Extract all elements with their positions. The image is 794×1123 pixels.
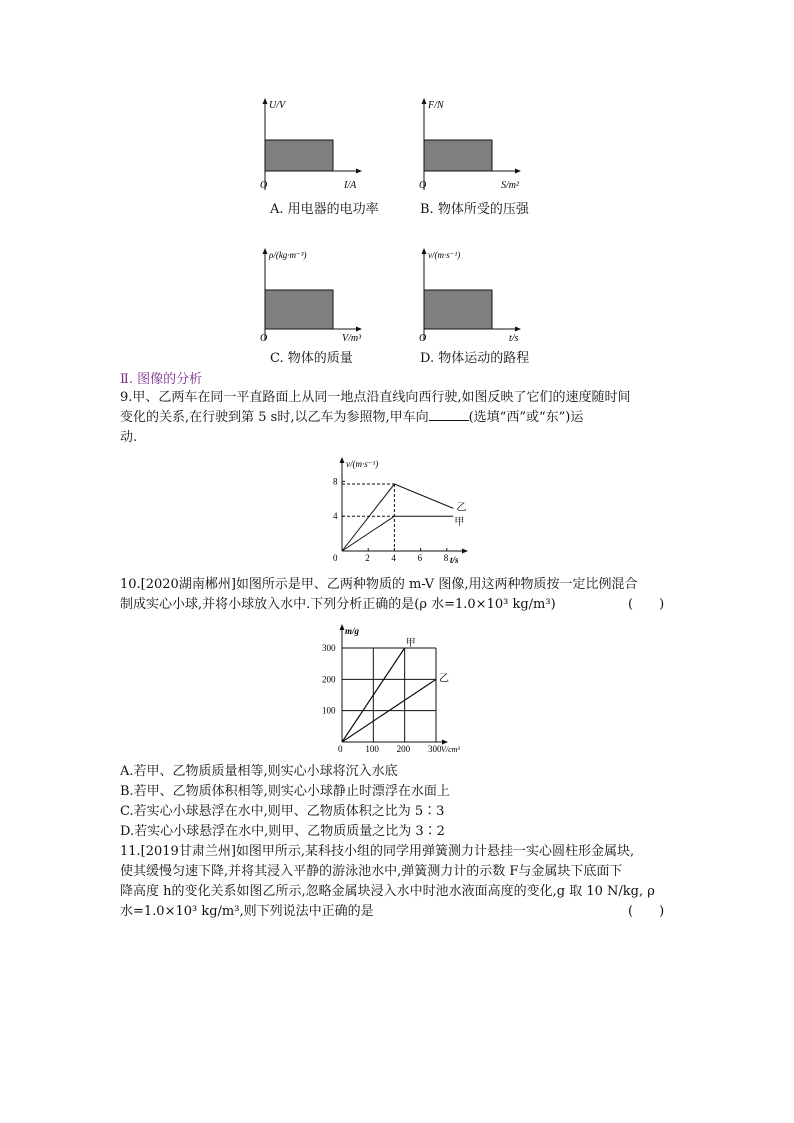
x-tick-label: 4 bbox=[391, 553, 396, 563]
option-caption-c: C. 物体的质量 bbox=[270, 351, 353, 366]
option-caption-a: A. 用电器的电功率 bbox=[270, 202, 379, 217]
shaded-area bbox=[265, 290, 333, 329]
y-axis-label: U/V bbox=[269, 100, 286, 111]
y-axis-label: F/N bbox=[428, 100, 444, 111]
y-axis-label: ρ/(kg·m⁻³) bbox=[269, 250, 307, 260]
option-caption-d: D. 物体运动的路程 bbox=[420, 351, 530, 366]
series-label-yi: 乙 bbox=[456, 502, 467, 514]
q9-line2a: 变化的关系,在行驶到第 5 s时,以乙车为参照物,甲车向 bbox=[120, 410, 429, 425]
shaded-area bbox=[424, 140, 492, 171]
q9-line1: 9.甲、乙两车在同一平直路面上从同一地点沿直线向西行驶,如图反映了它们的速度随时间 bbox=[120, 390, 631, 405]
q9-text bbox=[120, 388, 680, 448]
q10-answer-paren[interactable]: ( ) bbox=[628, 597, 665, 612]
option-chart-b bbox=[413, 96, 533, 196]
x-axis-label: V/cm³ bbox=[440, 745, 460, 754]
x-tick-label: 6 bbox=[417, 553, 423, 563]
series-label-yi: 乙 bbox=[438, 673, 449, 685]
shaded-area bbox=[424, 290, 492, 329]
section-title: Ⅱ. 图像的分析 bbox=[120, 372, 203, 387]
q10-line2-text: 制成实心小球,并将小球放入水中.下列分析正确的是(ρ 水=1.0×10³ kg/m³) bbox=[120, 597, 556, 612]
x-axis-label: t/s bbox=[450, 555, 459, 565]
x-tick-label: 2 bbox=[365, 553, 370, 563]
q11-answer-paren[interactable]: ( ) bbox=[628, 904, 665, 919]
q10-option-a[interactable]: A.若甲、乙物质质量相等,则实心小球将沉入水底 bbox=[120, 764, 398, 779]
q10-options bbox=[120, 762, 680, 842]
x-tick-label: 300 bbox=[427, 744, 442, 754]
q9-velocity-chart bbox=[324, 455, 474, 567]
series-label-jia: 甲 bbox=[454, 517, 465, 529]
q10-option-b[interactable]: B.若甲、乙物质体积相等,则实心小球静止时漂浮在水面上 bbox=[120, 784, 450, 799]
q10-mass-volume-chart bbox=[316, 622, 460, 754]
y-tick-label: 100 bbox=[322, 705, 336, 716]
x-axis-label: S/m² bbox=[501, 180, 519, 191]
series-line-jia bbox=[342, 516, 453, 551]
origin-label: O bbox=[260, 333, 268, 344]
q9-line2b: (选填“西”或“东”)运 bbox=[468, 410, 584, 425]
x-axis-label: I/A bbox=[344, 180, 357, 191]
q9-answer-blank[interactable] bbox=[429, 408, 469, 421]
origin-tick-label: 0 bbox=[333, 553, 338, 563]
origin-label: O bbox=[419, 333, 427, 344]
q11-line2: 使其缓慢匀速下降,并将其浸入平静的游泳池水中,弹簧测力计的示数 F与金属块下底面下 bbox=[120, 864, 623, 879]
q11-line1: 11.[2019甘肃兰州]如图甲所示,某科技小组的同学用弹簧测力计悬挂一实心圆柱形金属块, bbox=[120, 844, 635, 859]
q10-line2 bbox=[120, 595, 680, 615]
series-line-yi bbox=[342, 484, 453, 551]
y-axis-arrow bbox=[340, 624, 345, 630]
x-tick-label: 100 bbox=[365, 744, 379, 754]
q11-line3: 降高度 h的变化关系如图乙所示,忽略金属块浸入水中时池水液面高度的变化,g 取 10 N/kg, ρ bbox=[120, 884, 655, 899]
y-axis-label: v/(m·s⁻¹) bbox=[346, 459, 379, 469]
q10-option-c[interactable]: C.若实心小球悬浮在水中,则甲、乙物质体积之比为 5∶3 bbox=[120, 804, 445, 819]
option-chart-a bbox=[254, 96, 364, 196]
y-tick-label: 4 bbox=[333, 511, 338, 522]
q11-line4: 水=1.0×10³ kg/m³,则下列说法中正确的是 bbox=[120, 904, 374, 919]
q10-option-d[interactable]: D.若实心小球悬浮在水中,则甲、乙物质质量之比为 3∶2 bbox=[120, 824, 445, 839]
x-tick-label: 200 bbox=[396, 744, 411, 754]
shaded-area bbox=[265, 140, 333, 171]
x-axis-arrow bbox=[442, 740, 448, 745]
y-tick-label: 200 bbox=[322, 674, 336, 685]
origin-label: O bbox=[419, 180, 427, 191]
x-axis-label: V/m³ bbox=[342, 333, 362, 344]
x-axis-arrow bbox=[462, 549, 468, 554]
y-tick-label: 8 bbox=[333, 476, 338, 487]
q9-line2 bbox=[120, 408, 680, 428]
origin-label: O bbox=[260, 180, 268, 191]
series-label-jia: 甲 bbox=[405, 638, 416, 650]
y-axis-label: v/(m·s⁻¹) bbox=[428, 250, 461, 260]
option-chart-c bbox=[254, 246, 374, 346]
y-tick-label: 300 bbox=[322, 643, 336, 654]
y-axis-arrow bbox=[340, 457, 345, 463]
option-chart-d bbox=[413, 246, 533, 346]
q10-line1: 10.[2020湖南郴州]如图所示是甲、乙两种物质的 m-V 图像,用这两种物质按一定比例混合 bbox=[120, 577, 638, 592]
x-axis-label: t/s bbox=[509, 333, 519, 344]
q9-line3: 动. bbox=[120, 430, 138, 445]
y-axis-label: m/g bbox=[345, 626, 360, 636]
origin-tick-label: 0 bbox=[338, 744, 343, 754]
option-caption-b: B. 物体所受的压强 bbox=[420, 202, 529, 217]
x-tick-label: 8 bbox=[443, 553, 449, 563]
q10-text bbox=[120, 575, 680, 615]
q11-text bbox=[120, 842, 700, 922]
